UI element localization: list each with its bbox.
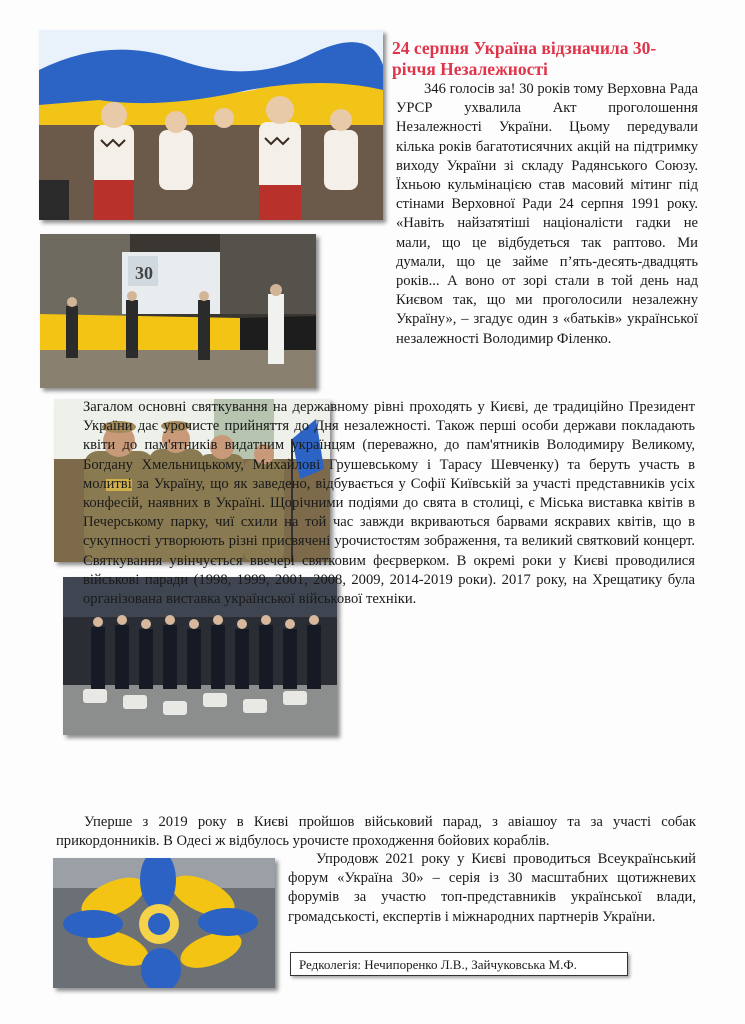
article-paragraph-4 <box>288 850 696 927</box>
flag-sign-number: 30 <box>135 263 153 283</box>
article-title: 24 серпня Україна відзначила 30-річчя Незалежності <box>392 38 657 79</box>
editorial-credits: Редколегія: Нечипоренко Л.В., Зайчуковська М.Ф. <box>290 952 628 976</box>
photo-flower-composition <box>53 858 275 988</box>
article-paragraph-2 <box>83 398 695 609</box>
paragraph-2-text: Загалом основні святкування на державному рівні проходять у Києві, де традиційно Президент України дає урочисте прийняття до Дня незалежності. Також перші особи держави покладають квіти до пам'ятників видатним українцям (переважно, до пам'ятників Володимиру Великому, Богдану Хмельницькому, Михайлові Грушевському і Тарасу Шевченку) та беруть участь в молитві за Україну, що як заведено, відбувається у Софії Київській за участі представників усіх конфесій, наявних в Україні. Щорічними подіями до свята в столиці, є Міська виставка квітів в Печерському парку, чиї схили на той час завжди вкриваються барвами яскравих квітів, що в сукупності утворюють різні присвячені урочистостям зображення, та великий святковий концерт. Святкування увінчується ввечері святковим феєрверком. В окремі роки у Києві проводилися військові паради (1998, 1999, 2001, 2008, 2009, 2014-2019 роки). 2017 року, на Хрещатику була організована виставка української військової техніки. <box>83 399 695 608</box>
article-paragraph-3 <box>56 813 696 851</box>
photo-children-celebration <box>39 30 383 220</box>
article-paragraph-1 <box>396 80 698 349</box>
photo-flag-ceremony <box>40 234 316 388</box>
paragraph-4-text: Упродовж 2021 року у Києві проводиться Всеукраїнський форум «Україна 30» – серія із 30 масштабних щотижневих форумів за участю топ-представників української влади, громадськості, експертів і міжнародних партнерів України. <box>288 851 696 925</box>
paragraph-3-text: Уперше з 2019 року в Києві пройшов військовий парад, з авіашоу та за участі собак прикордонників. В Одесі ж відбулось урочисте проходження бойових кораблів. <box>56 814 696 850</box>
paragraph-1-text: 346 голосів за! 30 років тому Верховна Рада УРСР ухвалила Акт проголошення Незалежності України. Цьому передували кілька років багатотисячних акцій на підтримку виходу України зі складу Радянського Союзу. Їхньою кульмінацією став масовий мітинг під стінами Верховної Ради 24 серпня 1991 року. «Навіть найзатятіші націоналісти гадки не мали, що це відбудеться так раптово. Ми думали, що це займе п’ять-десять-двадцять років... А воно от зорі стали в той день над Києвом так, що ми проголосили незалежну Україну», – згадує один з «батьків» української незалежності Володимир Філенко. <box>396 81 698 347</box>
